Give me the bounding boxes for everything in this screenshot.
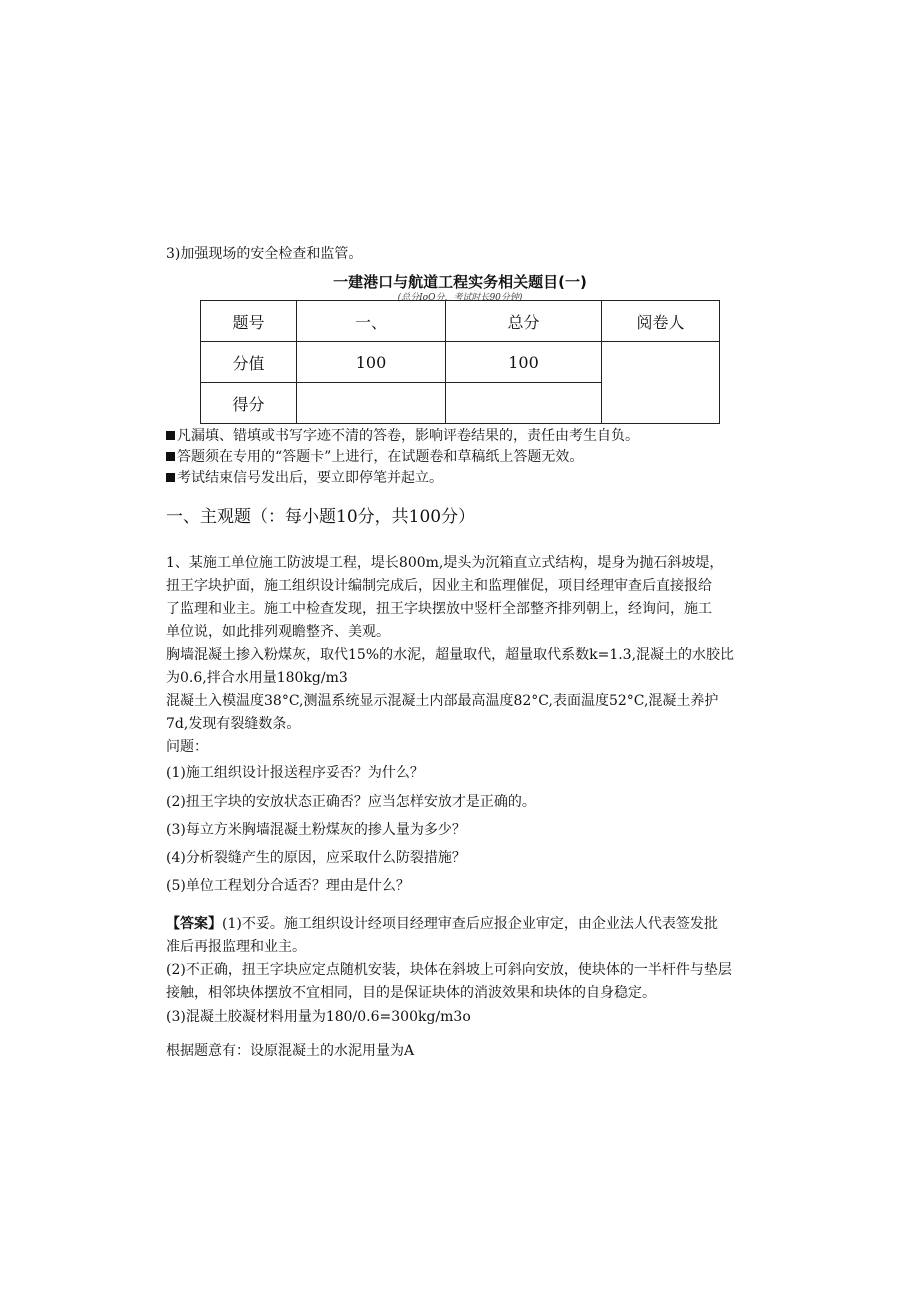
question-line: 扭王字块护面，施工组织设计编制完成后，因业主和监理催促，项目经理审查后直接报给	[166, 578, 712, 594]
total-score-cell	[446, 383, 602, 424]
answer-line: 接触，相邻块体摆放不宜相同，目的是保证块体的消波效果和块体的自身稳定。	[166, 985, 656, 1001]
question-line: 7d,发现有裂缝数条。	[166, 716, 301, 732]
question-line: 1、某施工单位施工防波堤工程，堤长800m,堤头为沉箱直立式结构，堤身为抛石斜坡堤，	[166, 555, 724, 571]
question-line: 为0.6,拌合水用量180kg∕m3	[166, 670, 348, 686]
table-row-value	[201, 342, 720, 383]
row-score-label: 得分	[201, 383, 297, 424]
square-bullet-icon	[166, 473, 175, 482]
section-heading: 一、主观题（：每小题10分，共100分）	[166, 507, 476, 527]
exam-title: 一建港口与航道工程实务相关题目(一)	[333, 273, 587, 291]
section1-value: 100	[297, 342, 446, 383]
answer-label: 【答案】	[166, 916, 222, 932]
row-value-label: 分值	[201, 342, 297, 383]
total-value: 100	[446, 342, 602, 383]
square-bullet-icon	[166, 431, 175, 440]
answer-line: 根据题意有：设原混凝土的水泥用量为A	[166, 1043, 415, 1059]
table-header-row	[201, 301, 720, 342]
answer-line: (3)混凝土胶凝材料用量为180/0.6=300kg∕m3o	[166, 1009, 471, 1025]
sub-question: (5)单位工程划分合适否？理由是什么？	[166, 878, 410, 894]
square-bullet-icon	[166, 452, 175, 461]
sub-question: (3)每立方米胸墙混凝土粉煤灰的掺人量为多少？	[166, 822, 466, 838]
notice-item: 考试结束信号发出后，要立即停笔并起立。	[166, 467, 443, 487]
grader-cell	[602, 342, 720, 424]
question-line: 了监理和业主。施工中检查发现，扭王字块摆放中竖杆全部整齐排列朝上，经询问，施工	[166, 601, 712, 617]
previous-answer-item: 3)加强现场的安全检查和监管。	[166, 246, 363, 262]
header-section-1: 一、	[297, 301, 446, 342]
answer-line: 【答案】(1)不妥。施工组织设计经项目经理审查后应报企业审定，由企业法人代表签发批	[166, 916, 718, 932]
sub-question: (4)分析裂缝产生的原因，应采取什么防裂措施？	[166, 850, 466, 866]
header-question-no: 题号	[201, 301, 297, 342]
answer-line: (2)不正确，扭王字块应定点随机安装，块体在斜坡上可斜向安放，使块体的一半杆件与垫层	[166, 962, 732, 978]
question-line: 胸墙混凝土掺入粉煤灰，取代15%的水泥，超量取代，超量取代系数k=1.3,混凝土的水胶比	[166, 647, 735, 663]
question-line: 单位说，如此排列观瞻整齐、美观。	[166, 624, 390, 640]
score-table	[200, 300, 720, 424]
exam-subtitle: (总分IoO分，考试时长90分钟)	[397, 293, 523, 303]
answer-line: 准后再报监理和业主。	[166, 939, 306, 955]
header-grader: 阅卷人	[602, 301, 720, 342]
question-line: 混凝土入模温度38°C,测温系统显示混凝土内部最高温度82°C,表面温度52°C,混凝土养护	[166, 693, 719, 709]
header-total: 总分	[446, 301, 602, 342]
notice-item: 凡漏填、错填或书写字迹不清的答卷，影响评卷结果的，责任由考生自负。	[166, 425, 639, 445]
sub-question: (2)扭王字块的安放状态正确否？应当怎样安放才是正确的。	[166, 794, 536, 810]
question-prompt: 问题：	[166, 739, 208, 755]
notice-item: 答题须在专用的“答题卡”上进行，在试题卷和草稿纸上答题无效。	[166, 446, 583, 466]
sub-question: (1)施工组织设计报送程序妥否？为什么？	[166, 765, 424, 781]
section1-score-cell	[297, 383, 446, 424]
